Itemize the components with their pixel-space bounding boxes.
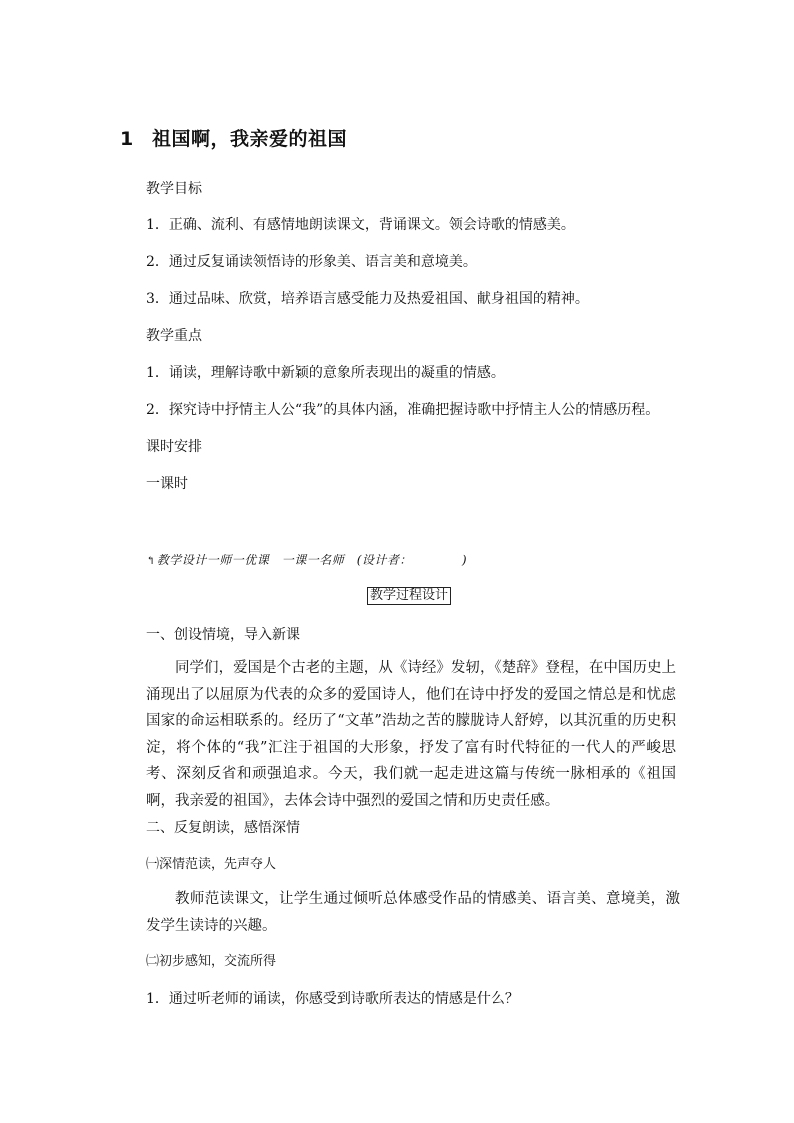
lesson-number: 1 (120, 128, 134, 150)
section-paragraph: 同学们，爱国是个古老的主题，从《诗经》发轫，《楚辞》登程，在中国历史上涌现出了以屈原为代表的众多的爱国诗人，他们在诗中抒发的爱国之情总是和忧虑国家的命运相联系的。经历了“文革”浩劫之苦的朦胧诗人舒婷，以其沉重的历史积淀，将个体的“我”汇注于祖国的大形象，抒发了富有时代特征的一代人的严峻思考、深刻反省和顽强追求。今天，我们就一起走进这篇与传统一脉相承的《祖国啊，我亲爱的祖国》，去体会诗中强烈的爱国之情和历史责任感。 (146, 660, 676, 809)
key-points-heading: 教学重点 (146, 328, 202, 344)
design-note (146, 551, 467, 568)
objective-item: 3．通过品味、欣赏，培养语言感受能力及热爱祖国、献身祖国的精神。 (146, 291, 589, 307)
objective-item: 2．通过反复诵读领悟诗的形象美、语言美和意境美。 (146, 254, 477, 270)
objective-item: 1．正确、流利、有感情地朗读课文，背诵课文。领会诗歌的情感美。 (146, 217, 575, 233)
section-heading: 二、反复朗读，感悟深情 (146, 820, 300, 836)
question-item: 1．通过听老师的诵读，你感受到诗歌所表达的情感是什么？ (146, 991, 519, 1007)
schedule-heading: 课时安排 (146, 439, 202, 455)
objectives-heading: 教学目标 (146, 181, 202, 197)
subsection-paragraph: 教师范读课文，让学生通过倾听总体感受作品的情感美、语言美、意境美，激发学生读诗的兴趣。 (146, 891, 680, 934)
subsection-heading: ㈠深情范读，先声夺人 (146, 857, 277, 872)
subsection-heading: ㈡初步感知，交流所得 (146, 954, 277, 969)
key-point-item: 1．诵读，理解诗歌中新颖的意象所表现出的凝重的情感。 (146, 365, 505, 381)
design-note-text: 教学设计一师一优课 一课一名师 (设计者： (156, 553, 412, 567)
schedule-value: 一课时 (146, 476, 188, 492)
lesson-title-text: 祖国啊，我亲爱的祖国 (152, 128, 348, 150)
lesson-title (120, 124, 347, 151)
section-heading: 一、创设情境，导入新课 (146, 627, 300, 643)
process-title: 教学过程设计 (367, 587, 451, 605)
design-note-close: ) (461, 553, 468, 567)
key-point-item: 2．探究诗中抒情主人公“我”的具体内涵，准确把握诗歌中抒情主人公的情感历程。 (146, 402, 660, 418)
return-arrow-icon: ↰ (146, 554, 156, 567)
